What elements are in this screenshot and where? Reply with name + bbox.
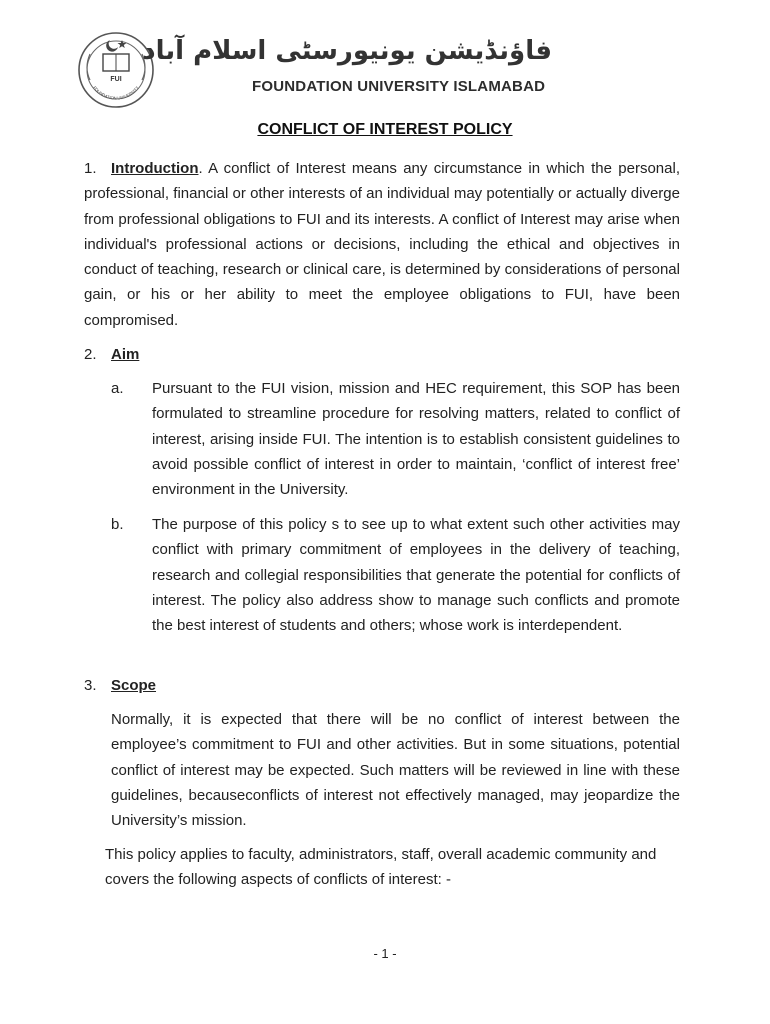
scope-paragraph-2: This policy applies to faculty, administrators, staff, overall academic community and covers the following aspects of conflicts of interest: - bbox=[105, 846, 657, 889]
university-urdu-name: فاؤنڈیشن یونیورسٹی اسلام آباد bbox=[142, 36, 552, 66]
aim-item-a-label: a. bbox=[111, 380, 124, 397]
section-number-aim: 2. bbox=[84, 346, 97, 363]
aim-item-b-text: The purpose of this policy s to see up to what extent such other activities may conflict with primary commitment of employees in the delivery of teaching, research and collegial responsibilities that generate the potential for conflicts of interest. The policy also address show to manage such conflicts and promote the best interest of students and others; whose work is interdependent. bbox=[152, 516, 680, 635]
page-number: - 1 - bbox=[373, 946, 397, 961]
university-name: FOUNDATION UNIVERSITY ISLAMABAD bbox=[252, 78, 546, 95]
scope-heading: Scope bbox=[111, 677, 157, 694]
document-title: CONFLICT OF INTEREST POLICY bbox=[257, 121, 513, 138]
intro-text: . A conflict of Interest means any circumstance in which the personal, professional, financial or other interests of an individual may potentially or actually diverge from professional obligations to FUI and its interests. A conflict of Interest may arise when individual's professional actions or decisions, including the ethical and objectives in conduct of teaching, research or clinical care, is determined by considerations of personal gain, or his or her ability to meet the employee obligations to FUI, have been compromised. bbox=[84, 160, 680, 329]
aim-heading: Aim bbox=[111, 346, 140, 363]
aim-item-a-text: Pursuant to the FUI vision, mission and HEC requirement, this SOP has been formulated to streamline procedure for resolving matters, related to conflict of interest, arising inside FUI. The intention is to establish consistent guidelines to avoid possible conflict of interest in order to maintain, ‘conflict of interest free’ environment in the University. bbox=[152, 380, 680, 499]
section-number-scope: 3. bbox=[84, 677, 97, 694]
intro-paragraph bbox=[84, 156, 680, 333]
aim-item-b-label: b. bbox=[111, 516, 124, 533]
section-number-intro: 1. bbox=[84, 160, 97, 177]
logo-inner-text: FUI bbox=[110, 76, 122, 83]
logo-ring-text: FOUNDATION UNIVERSITY bbox=[92, 85, 140, 101]
scope-paragraph-1: Normally, it is expected that there will be no conflict of interest between the employee’s commitment to FUI and other activities. But in some situations, potential conflict of interest may be expected. Such matters will be reviewed in line with these guidelines, becauseconflicts of interest not effectively managed, may jeopardize the University’s mission. bbox=[111, 711, 680, 830]
intro-heading: Introduction bbox=[111, 160, 199, 177]
